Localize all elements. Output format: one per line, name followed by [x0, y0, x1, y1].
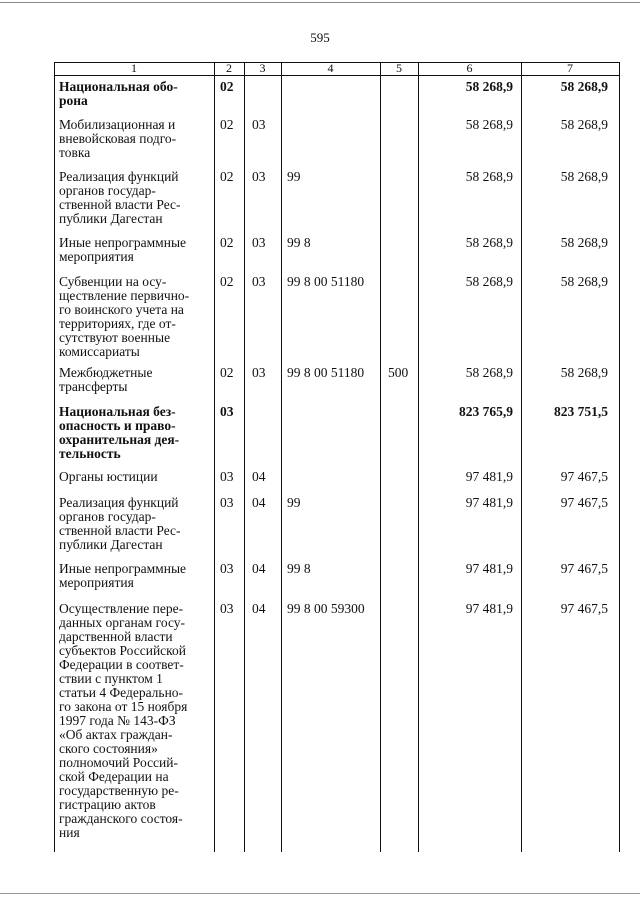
- row-name-cell: Осуществление пере- данных органам госу- дарственной власти субъектов Российской Федерации в соответ- ствии с пунктом 1 статьи 4 Федерально- го закона от 15 ноября 1997 года № 143-ФЗ «Об актах граждан- ского состояния» полномочий Россий- ской Федерации на государственную ре- гистрацию актов гражданского состоя- ния: [59, 601, 188, 840]
- col-divider: [281, 62, 282, 852]
- row-c4-cell: 99 8: [287, 235, 311, 250]
- column-header: 3: [259, 61, 266, 75]
- row-c7-cell: 97 467,5: [560, 495, 608, 510]
- row-c3-cell: 04: [252, 469, 266, 484]
- row-c2-cell: 02: [220, 169, 234, 184]
- row-c4-cell: 99 8: [287, 561, 311, 576]
- row-c2-cell: 03: [220, 404, 234, 419]
- budget-table: [54, 62, 620, 852]
- row-c2-cell: 03: [220, 495, 234, 510]
- row-c7-cell: 97 467,5: [560, 601, 608, 616]
- row-c7-cell: 58 268,9: [560, 365, 608, 380]
- col-divider: [380, 62, 381, 852]
- column-header: 6: [466, 61, 473, 75]
- row-name-cell: Реализация функций органов государ- ственной власти Рес- публики Дагестан: [59, 169, 181, 226]
- row-c6-cell: 58 268,9: [465, 274, 513, 289]
- row-c6-cell: 58 268,9: [465, 235, 513, 250]
- row-c2-cell: 03: [220, 561, 234, 576]
- row-c7-cell: 58 268,9: [560, 117, 608, 132]
- row-name-cell: Национальная обо- рона: [59, 79, 178, 108]
- top-rule: [0, 2, 640, 3]
- row-c4-cell: 99 8 00 51180: [287, 365, 365, 380]
- column-header: 5: [396, 61, 402, 75]
- row-c7-cell: 823 751,5: [554, 404, 608, 419]
- row-c2-cell: 03: [220, 601, 234, 616]
- row-c4-cell: 99: [287, 169, 301, 184]
- row-name-cell: Реализация функций органов государ- ственной власти Рес- публики Дагестан: [59, 495, 181, 552]
- row-c3-cell: 03: [252, 117, 266, 132]
- row-c7-cell: 97 467,5: [560, 561, 608, 576]
- column-header: 2: [226, 61, 232, 75]
- row-c3-cell: 03: [252, 365, 266, 380]
- row-c5-cell: 500: [388, 365, 409, 380]
- row-c6-cell: 97 481,9: [465, 601, 513, 616]
- col-divider: [619, 62, 620, 852]
- column-header: 1: [131, 61, 137, 75]
- col-divider: [521, 62, 522, 852]
- row-c3-cell: 03: [252, 235, 266, 250]
- row-name-cell: Иные непрограммные мероприятия: [59, 235, 187, 264]
- row-c2-cell: 02: [220, 274, 234, 289]
- row-c3-cell: 03: [252, 169, 266, 184]
- row-c6-cell: 97 481,9: [465, 495, 513, 510]
- row-c2-cell: 02: [220, 79, 234, 94]
- row-c6-cell: 58 268,9: [465, 169, 513, 184]
- col-divider: [214, 62, 215, 852]
- row-c6-cell: 823 765,9: [459, 404, 513, 419]
- row-c7-cell: 58 268,9: [560, 169, 608, 184]
- row-c4-cell: 99 8 00 59300: [287, 601, 365, 616]
- column-header: 7: [567, 61, 573, 75]
- row-c4-cell: 99 8 00 51180: [287, 274, 365, 289]
- row-name-cell: Мобилизационная и вневойсковая подго- товка: [59, 117, 177, 160]
- column-header: 4: [327, 61, 334, 75]
- row-name-cell: Иные непрограммные мероприятия: [59, 561, 187, 590]
- row-c7-cell: 58 268,9: [560, 79, 608, 94]
- row-c3-cell: 04: [252, 561, 266, 576]
- bottom-rule: [0, 893, 640, 894]
- header-bottom-border: [54, 75, 620, 76]
- row-c7-cell: 97 467,5: [560, 469, 608, 484]
- row-c6-cell: 97 481,9: [465, 561, 513, 576]
- col-divider: [244, 62, 245, 852]
- row-name-cell: Субвенции на осу- ществление первично- го воинского учета на территориях, где от- сутствуют военные комиссариаты: [59, 274, 190, 359]
- row-c2-cell: 02: [220, 365, 234, 380]
- col-divider: [54, 62, 55, 852]
- row-name-cell: Межбюджетные трансферты: [59, 365, 153, 394]
- row-c2-cell: 02: [220, 235, 234, 250]
- row-c4-cell: 99: [287, 495, 301, 510]
- row-c6-cell: 58 268,9: [465, 117, 513, 132]
- row-c6-cell: 58 268,9: [465, 79, 513, 94]
- row-c7-cell: 58 268,9: [560, 235, 608, 250]
- row-c3-cell: 04: [252, 495, 266, 510]
- row-c2-cell: 03: [220, 469, 234, 484]
- row-c3-cell: 04: [252, 601, 266, 616]
- row-c6-cell: 58 268,9: [465, 365, 513, 380]
- row-c7-cell: 58 268,9: [560, 274, 608, 289]
- row-c3-cell: 03: [252, 274, 266, 289]
- col-divider: [418, 62, 419, 852]
- row-c2-cell: 02: [220, 117, 234, 132]
- page-number: 595: [310, 30, 330, 45]
- row-name-cell: Органы юстиции: [59, 469, 158, 484]
- row-name-cell: Национальная без- опасность и право- охранительная дея- тельность: [59, 404, 180, 461]
- row-c6-cell: 97 481,9: [465, 469, 513, 484]
